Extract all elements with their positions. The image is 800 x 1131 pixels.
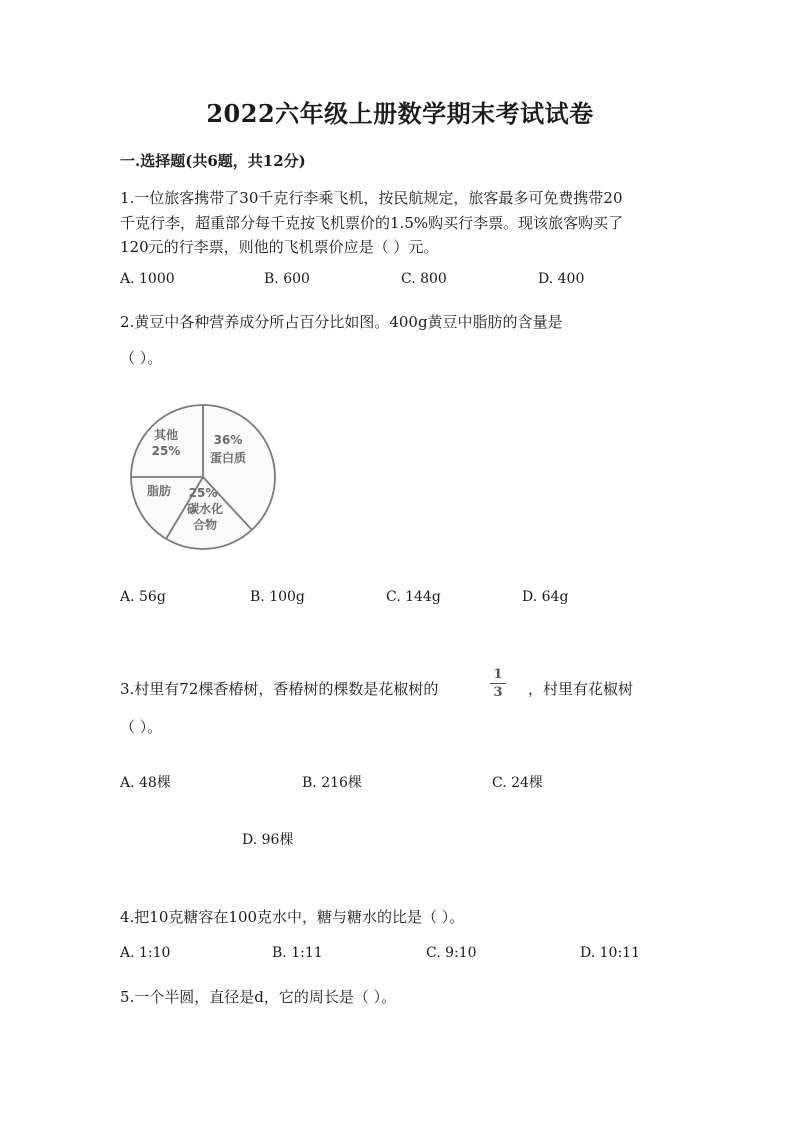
- question-3-option-d: D. 96棵: [242, 832, 294, 848]
- page-title: 2022六年级上册数学期末考试试卷: [206, 99, 594, 128]
- question-2-line-2: （ ）。: [120, 349, 163, 367]
- question-3-fraction: [490, 667, 506, 700]
- question-3-option-a: A. 48棵: [120, 775, 171, 791]
- question-2-line-1: 2.黄豆中各种营养成分所占百分比如图。400g黄豆中脂肪的含量是: [120, 313, 563, 331]
- fraction-denominator: 3: [493, 685, 503, 700]
- pie-label-protein-name: 蛋白质: [209, 451, 247, 465]
- pie-label-fat: 脂肪: [146, 484, 172, 498]
- pie-label-carb-name-2: 合物: [192, 518, 218, 532]
- pie-label-other-pct: 25%: [151, 444, 181, 458]
- question-4-option-a: A. 1:10: [120, 945, 171, 961]
- question-4-option-c: C. 9:10: [426, 945, 477, 961]
- pie-label-other-name: 其他: [153, 428, 179, 442]
- question-3-line-1a: 3.村里有72棵香椿树，香椿树的棵数是花椒树的: [120, 680, 439, 698]
- nutrition-pie-chart: [128, 402, 278, 552]
- question-1-option-a: A. 1000: [120, 271, 175, 287]
- question-1-option-c: C. 800: [401, 271, 447, 287]
- question-2-option-a: A. 56g: [120, 589, 166, 605]
- question-1-option-d: D. 400: [538, 271, 585, 287]
- question-3-line-2: （ ）。: [120, 718, 163, 736]
- section-heading: 一.选择题(共6题，共12分): [120, 152, 306, 170]
- question-2-option-b: B. 100g: [250, 589, 305, 605]
- fraction-bar: [490, 683, 506, 684]
- question-5-line-1: 5.一个半圆，直径是d，它的周长是（ ）。: [120, 988, 397, 1006]
- question-2-option-c: C. 144g: [386, 589, 441, 605]
- question-4-option-d: D. 10:11: [580, 945, 640, 961]
- question-3-line-1b: ，村里有花椒树: [528, 680, 634, 698]
- question-4-option-b: B. 1:11: [272, 945, 323, 961]
- question-2-option-d: D. 64g: [522, 589, 569, 605]
- pie-label-carb-pct: 25%: [188, 486, 218, 500]
- pie-label-carb-name-1: 碳水化: [186, 502, 224, 516]
- question-3-option-c: C. 24棵: [492, 775, 543, 791]
- question-1-line-2: 千克行李，超重部分每千克按飞机票价的1.5%购买行李票。现该旅客购买了: [120, 214, 624, 232]
- question-1-option-b: B. 600: [264, 271, 310, 287]
- question-4-line-1: 4.把10克糖容在100克水中，糖与糖水的比是（ ）。: [120, 908, 465, 926]
- pie-label-protein-pct: 36%: [213, 433, 243, 447]
- question-3-option-b: B. 216棵: [302, 775, 362, 791]
- fraction-numerator: 1: [493, 667, 503, 682]
- question-1-line-1: 1.一位旅客携带了30千克行李乘飞机，按民航规定，旅客最多可免费携带20: [120, 189, 623, 207]
- question-1-line-3: 120元的行李票，则他的飞机票价应是（ ）元。: [120, 238, 439, 256]
